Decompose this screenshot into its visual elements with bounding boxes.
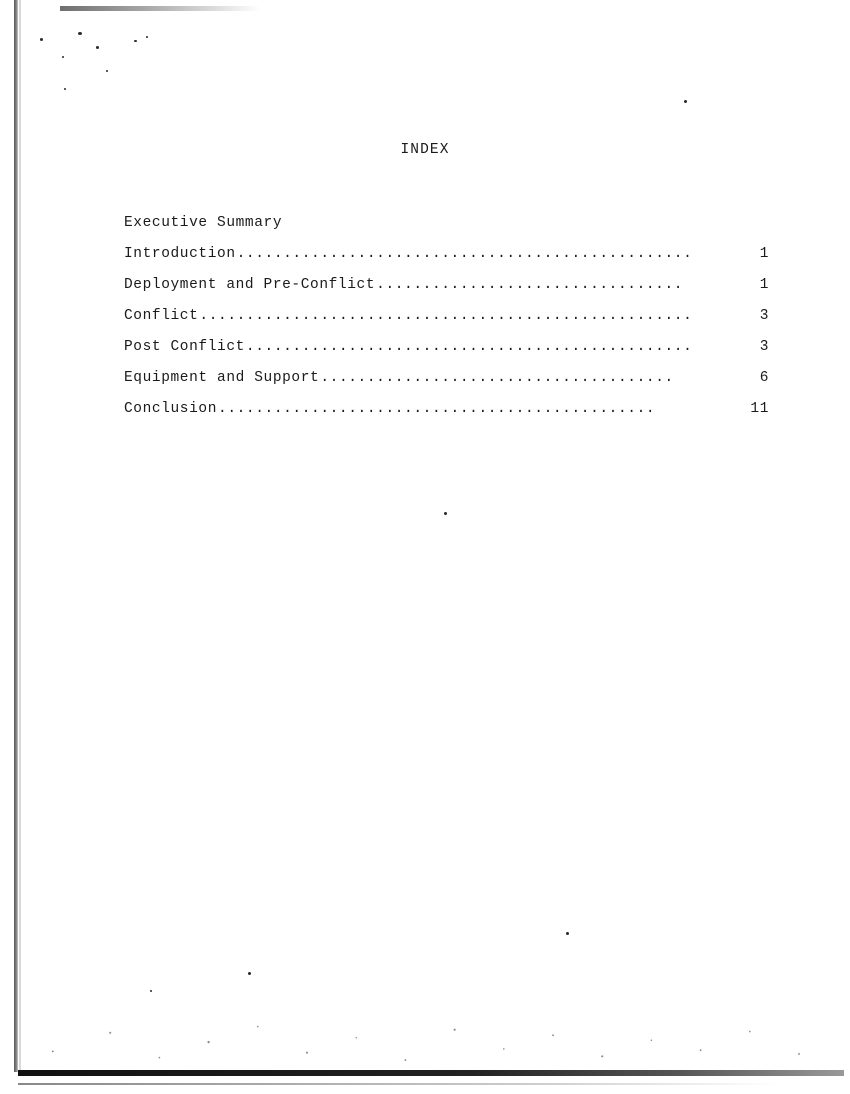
toc-entry[interactable] [124,208,769,239]
toc-leader-dots: ................................................. [236,246,693,262]
scan-speck [134,40,137,42]
scan-speck [248,972,251,975]
toc-leader-dots: ................................. [376,277,684,293]
table-of-contents [124,208,769,425]
toc-entry[interactable] [124,270,769,301]
toc-entry-label: Post Conflict [124,339,245,355]
bottom-scan-artifacts [0,998,850,1094]
top-scan-smudge [60,6,260,11]
toc-entry-page: 3 [759,339,769,355]
toc-entry-page: 3 [759,308,769,324]
toc-entry-page: 11 [750,401,769,417]
toc-entry[interactable] [124,363,769,394]
page-left-edge-artifact [14,0,18,1072]
page-left-edge-shadow [19,0,21,1072]
toc-entry[interactable] [124,332,769,363]
toc-entry-label: Introduction [124,246,236,262]
toc-entry[interactable] [124,301,769,332]
toc-entry[interactable] [124,394,769,425]
scan-speck [684,100,687,103]
scan-speck [146,36,148,38]
toc-entry-label: Conclusion [124,401,218,417]
scan-speck [40,38,43,41]
scan-speck [64,88,66,90]
toc-entry-page: 6 [759,370,769,386]
toc-entry[interactable] [124,239,769,270]
toc-entry-label: Conflict [124,308,199,324]
toc-entry-label: Equipment and Support [124,370,320,386]
scan-speck [62,56,64,58]
page-bottom-edge-shadow [18,1083,778,1085]
scan-speck [78,32,82,35]
toc-leader-dots: ..................................................... [199,308,693,324]
toc-entry-label: Executive Summary [124,215,283,231]
scan-speck [150,990,152,992]
toc-entry-label: Deployment and Pre-Conflict [124,277,376,293]
scan-speck [444,512,447,515]
toc-entry-page: 1 [759,277,769,293]
scan-speck [566,932,569,935]
scan-speck [96,46,99,49]
toc-leader-dots: ............................................... [218,401,656,417]
toc-leader-dots: ...................................... [320,370,674,386]
page-title: INDEX [400,142,450,158]
page-bottom-edge [18,1070,844,1076]
toc-entry-page: 1 [759,246,769,262]
scan-speckle-field [20,1008,840,1070]
scan-speck [106,70,108,72]
toc-leader-dots: ................................................ [245,339,693,355]
